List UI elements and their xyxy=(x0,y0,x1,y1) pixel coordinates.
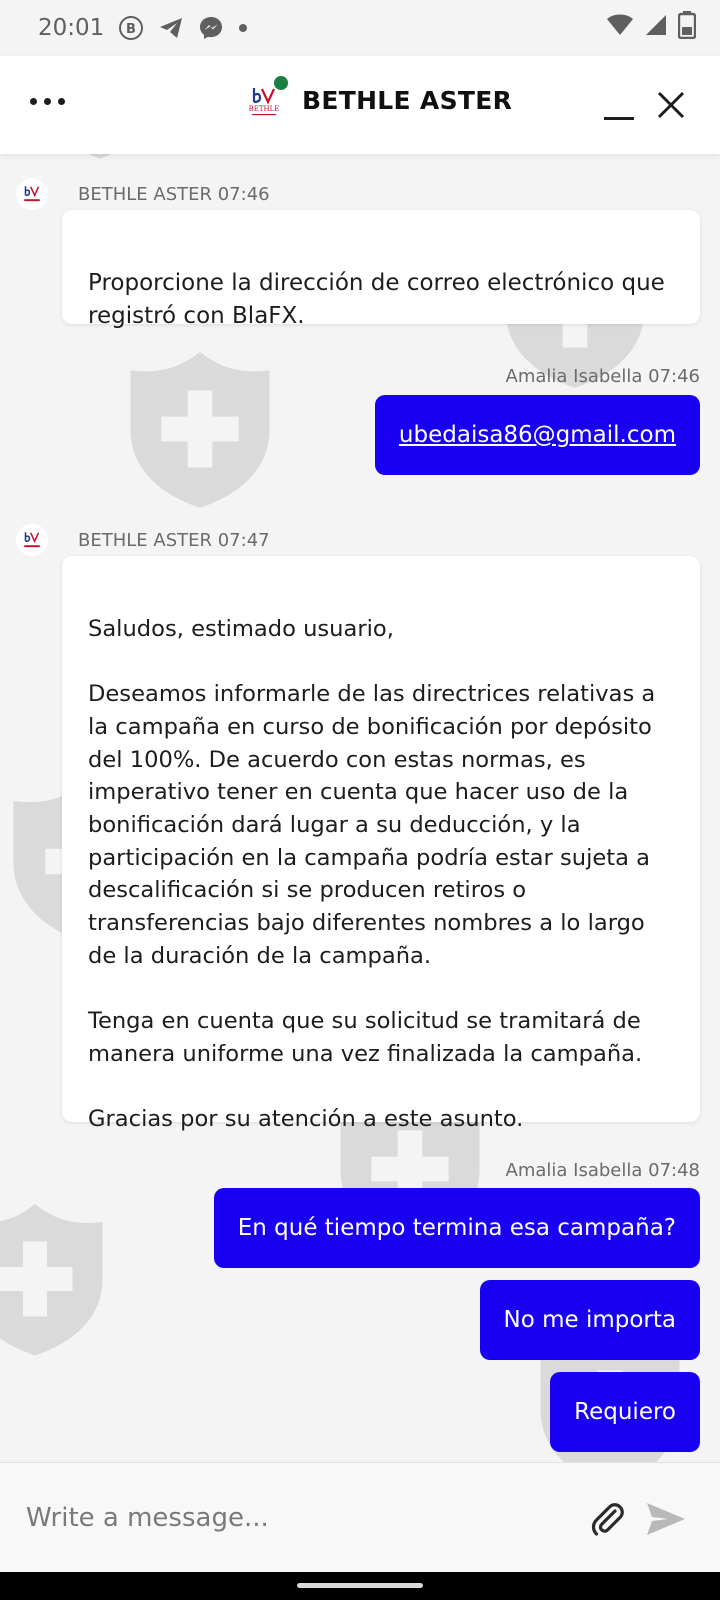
system-navigation-bar xyxy=(0,1572,720,1600)
email-link[interactable]: ubedaisa86@gmail.com xyxy=(398,422,676,448)
user-message-bubble xyxy=(480,1280,701,1360)
bot-message-bubble xyxy=(62,556,700,1133)
user-message-bubble xyxy=(375,395,700,475)
message-text: No me importa xyxy=(503,1307,676,1333)
menu-dot xyxy=(58,98,65,105)
message-text: Proporcione la dirección de correo electrónico que registró con BlaFX. xyxy=(88,270,665,329)
message-text: Saludos, estimado usuario, Deseamos informarle de las directrices relativas a la campaña en curso de bonificación por depósito del 100%. De acuerdo con estas normas, es imperativo tener en cuenta que hacer uso de la bonificación dará lugar a su deducción, y la participación en la campaña podría estar sujeta a descalificación si se producen retiros o transferencias bajo diferentes nombres a lo largo de la duración de la campaña. Tenga en cuenta que su solicitud se tramitará de manera uniforme una vez finalizada la campaña. Gracias por su atención a este asunto. xyxy=(88,615,656,1133)
sender-name: Amalia Isabella xyxy=(505,366,643,387)
minimize-button[interactable] xyxy=(604,96,636,120)
chat-title: BETHLE ASTER xyxy=(302,85,513,115)
attach-button[interactable] xyxy=(588,1499,628,1539)
message-composer xyxy=(0,1462,720,1572)
bethle-logo xyxy=(244,80,284,120)
message-text: En qué tiempo termina esa campaña? xyxy=(237,1215,676,1241)
message-time: 07:48 xyxy=(648,1160,700,1181)
status-time: 20:01 xyxy=(38,15,105,41)
shield-watermark-icon xyxy=(0,1194,110,1364)
sender-name: Amalia Isabella xyxy=(505,1160,643,1181)
paperclip-icon xyxy=(588,1499,628,1539)
send-button[interactable] xyxy=(644,1499,688,1539)
message-sender-row xyxy=(16,178,270,210)
bot-message-bubble xyxy=(62,210,700,329)
user-message-bubble xyxy=(550,1372,700,1452)
wifi-icon xyxy=(606,13,634,43)
more-options-button[interactable] xyxy=(30,98,65,105)
messenger-icon xyxy=(198,15,224,41)
home-gesture-handle[interactable] xyxy=(297,1583,423,1588)
logo-wordmark: BETHLE xyxy=(248,105,280,113)
message-text: Requiero xyxy=(574,1399,676,1425)
close-icon xyxy=(656,90,686,120)
menu-dot xyxy=(44,98,51,105)
message-time: 07:47 xyxy=(217,529,270,551)
telegram-icon xyxy=(158,16,184,40)
chat-header xyxy=(0,56,720,154)
user-message-bubble xyxy=(214,1188,700,1268)
shield-watermark-icon xyxy=(20,154,180,164)
shield-watermark-icon xyxy=(115,344,285,514)
message-time: 07:46 xyxy=(217,183,270,205)
message-time: 07:46 xyxy=(648,366,700,387)
message-input[interactable] xyxy=(26,1491,546,1545)
sender-name: BETHLE ASTER xyxy=(78,183,212,205)
agent-brand xyxy=(244,80,512,120)
svg-text:B: B xyxy=(126,22,137,37)
message-list[interactable] xyxy=(0,154,720,1462)
send-icon xyxy=(644,1499,688,1539)
online-status-dot xyxy=(274,76,288,90)
bold-b-circle-icon xyxy=(118,15,144,41)
dot-icon xyxy=(238,23,248,33)
message-sender-row xyxy=(16,524,270,556)
menu-dot xyxy=(30,98,37,105)
close-button[interactable] xyxy=(656,90,686,120)
sender-name: BETHLE ASTER xyxy=(78,529,212,551)
battery-icon xyxy=(678,11,696,45)
status-bar xyxy=(0,0,720,56)
signal-icon xyxy=(644,13,668,43)
agent-avatar xyxy=(16,524,48,556)
agent-avatar xyxy=(16,178,48,210)
